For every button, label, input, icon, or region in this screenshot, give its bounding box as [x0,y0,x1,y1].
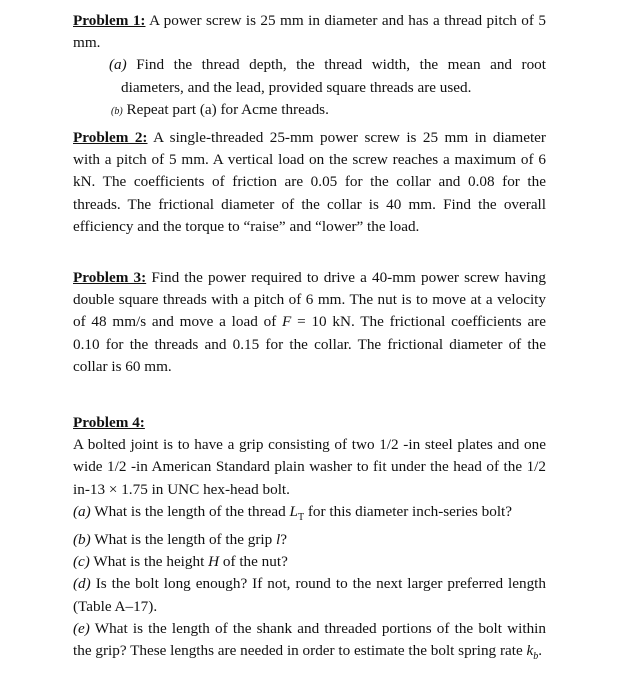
problem-2-text: Problem 2: A single-threaded 25-mm power screw is 25 mm in diameter with a pitch of 5 mm. A vertical load on the screw reaches a maximum of 6 kN. The coefficients of friction are 0.05 for the collar and 0.08 for the threads. The frictional diameter of the collar is 40 mm. Find the overall efficiency and the torque to “raise” and “lower” the load. [73,129,546,235]
problem-4 [73,412,546,668]
problem-4-heading-line [73,412,546,434]
problem-1-intro: Problem 1: A power screw is 25 mm in diameter and has a thread pitch of 5 mm. [73,12,546,52]
problem-1-heading: Problem 1: [73,12,146,29]
problem-4-part-a: (a) What is the length of the thread $L_T$ for this diameter inch-series bolt? [73,502,512,523]
problem-4-part-e: (e) What is the length of the shank and threaded portions of the bolt within the grip? These lengths are needed in order to estimate the bolt spring rate $k_b$. [73,619,546,663]
problem-3-text: Problem 3: Find the power required to drive a 40-mm power screw having double square threads with a pitch of 6 mm. The nut is to move at a velocity of 48 mm/s and move a load of F = 10 kN. The frictional coefficients are 0.10 for the threads and 0.15 for the collar. The frictional diameter of the collar is 60 mm. [73,269,546,375]
problem-4-part-b: (b) What is the length of the grip l? [73,531,288,549]
problem-2-heading: Problem 2: [73,129,148,146]
problem-4-heading: Problem 4: [73,414,145,431]
problem-1 [73,10,546,123]
problem-4-part-d: (d) Is the bolt long enough? If not, round to the next larger preferred length (Table A–17). [73,575,546,615]
problem-2 [73,127,546,238]
problem-1-part-a: (a) Find the thread depth, the thread width, the mean and root diameters, and the lead, provided square threads are used. [109,56,546,96]
problem-3-heading: Problem 3: [73,269,147,286]
problem-4-part-c: (c) What is the height H of the nut? [73,553,288,571]
problem-4-intro: A bolted joint is to have a grip consisting of two 1/2 -in steel plates and one wide 1/2 -in American Standard plain washer to fit under the head of the 1/2 in-13 × 1.75 in UNC hex-head bolt. [73,436,546,498]
problem-1-part-b: (b) Repeat part (a) for Acme threads. [111,100,329,118]
problem-3 [73,267,546,378]
